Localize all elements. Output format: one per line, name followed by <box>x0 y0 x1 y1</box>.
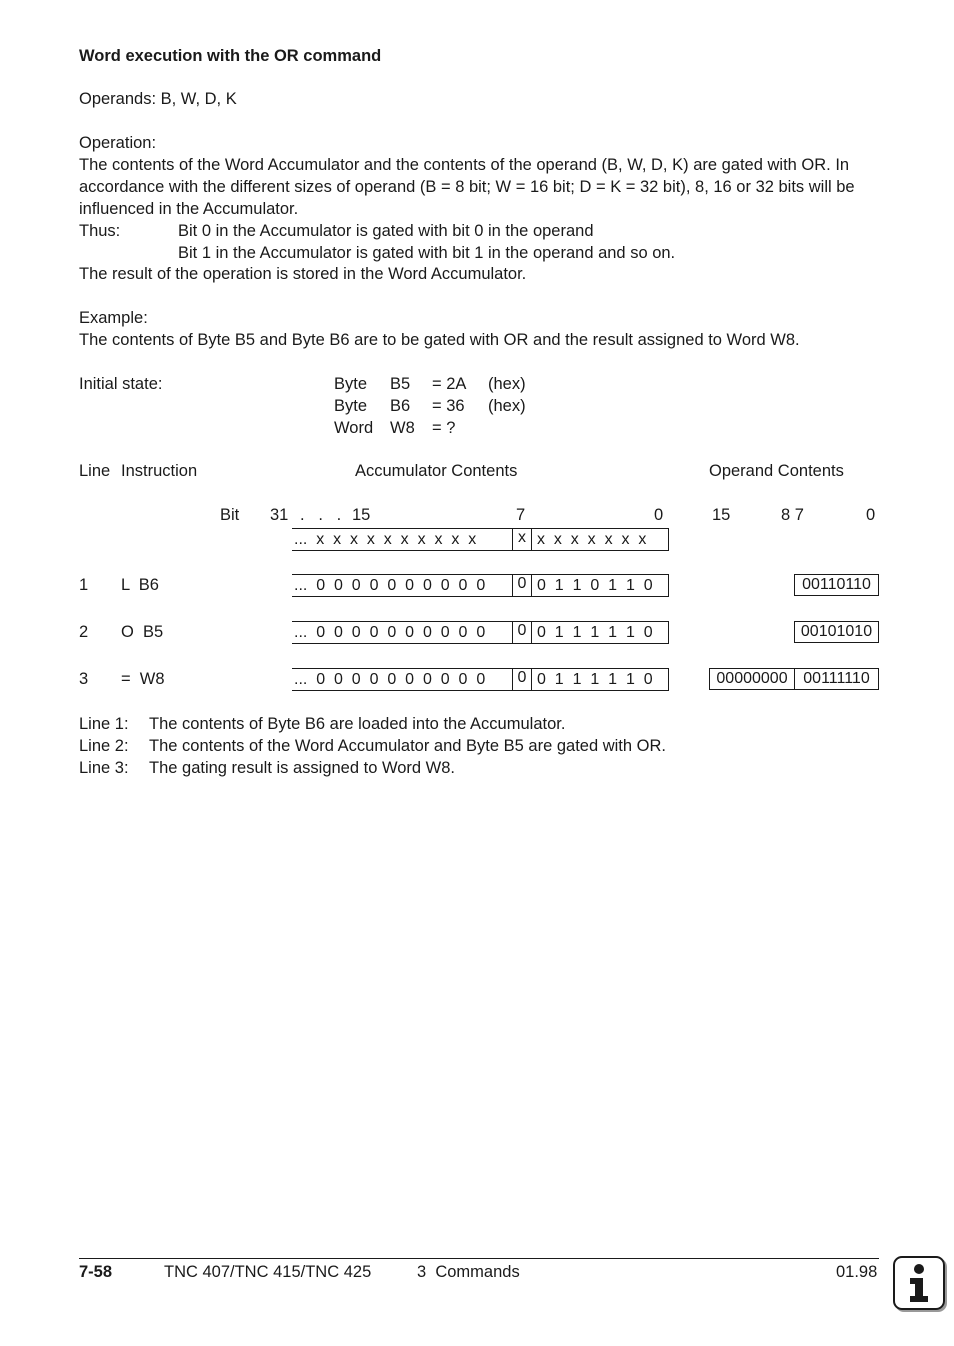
state-value: = 36 <box>432 397 465 415</box>
bit-0: 0 <box>654 506 664 524</box>
acc-low-bits: 0 1 1 1 1 1 0 <box>537 624 653 641</box>
operation-label: Operation: <box>79 134 157 152</box>
footer-date: 01.98 <box>836 1263 878 1281</box>
bit-15: 15 <box>352 506 371 524</box>
bit-7: 7 <box>516 506 526 524</box>
result-text: The result of the operation is stored in the Word Accumulator. <box>79 265 527 283</box>
row-instruction: O B5 <box>121 623 164 641</box>
row-line-number: 3 <box>79 670 89 688</box>
state-name: W8 <box>390 419 415 437</box>
template-right-edge <box>668 528 669 550</box>
state-value: = ? <box>432 419 456 437</box>
acc-right-edge <box>668 574 669 596</box>
footer-model: TNC 407/TNC 415/TNC 425 <box>164 1263 372 1281</box>
state-unit: (hex) <box>488 397 526 415</box>
example-text: The contents of Byte B5 and Byte B6 are to be gated with OR and the result assigned to Word W8. <box>79 331 800 349</box>
state-type: Byte <box>334 397 368 415</box>
note-text: The gating result is assigned to Word W8. <box>149 759 456 777</box>
acc-bit-7-cell: 0 <box>512 621 532 643</box>
note-text: The contents of the Word Accumulator and Byte B5 are gated with OR. <box>149 737 666 755</box>
header-instruction: Instruction <box>121 462 198 480</box>
row-instruction: = W8 <box>121 670 165 688</box>
thus-line-1: Bit 0 in the Accumulator is gated with bit 0 in the operand <box>178 222 594 240</box>
acc-bit-7-cell: 0 <box>512 574 532 596</box>
footer-chapter: 3 Commands <box>417 1263 520 1281</box>
info-icon <box>893 1256 945 1310</box>
thus-line-2: Bit 1 in the Accumulator is gated with bit 1 in the operand and so on. <box>178 244 676 262</box>
thus-label: Thus: <box>79 222 121 240</box>
template-bit-7-cell: x <box>512 528 532 550</box>
operand-bit-0: 0 <box>866 506 876 524</box>
header-accumulator: Accumulator Contents <box>355 462 518 480</box>
note-label: Line 3: <box>79 759 129 777</box>
row-line-number: 2 <box>79 623 89 641</box>
acc-bit-7-cell: 0 <box>512 668 532 690</box>
template-low-bits: x x x x x x x <box>537 531 647 548</box>
operand-bit-8-7: 8 7 <box>781 506 804 524</box>
state-type: Word <box>334 419 374 437</box>
operand-high-byte: 00000000 <box>709 668 795 690</box>
state-unit: (hex) <box>488 375 526 393</box>
acc-high-bits: ... 0 0 0 0 0 0 0 0 0 0 <box>294 577 486 594</box>
header-line: Line <box>79 462 111 480</box>
row-line-number: 1 <box>79 576 89 594</box>
bit-label: Bit <box>220 506 240 524</box>
acc-high-bits: ... 0 0 0 0 0 0 0 0 0 0 <box>294 671 486 688</box>
operand-bit-15: 15 <box>712 506 731 524</box>
operands-line: Operands: B, W, D, K <box>79 90 237 108</box>
footer-rule <box>79 1258 879 1259</box>
bit-dots: . . . <box>300 506 342 524</box>
template-high-bits: ... x x x x x x x x x x <box>294 531 477 548</box>
example-label: Example: <box>79 309 148 327</box>
operation-text: The contents of the Word Accumulator and the contents of the operand (B, W, D, K) are gated with OR. In accordance with the different sizes of operand (B = 8 bit; W = 16 bit; D = K = 32 bit), 8, 16 or 32 bits will be influenced in the Accumulator. <box>79 156 855 218</box>
acc-right-edge <box>668 668 669 690</box>
footer-page-number: 7-58 <box>79 1263 113 1281</box>
state-name: B6 <box>390 397 411 415</box>
state-type: Byte <box>334 375 368 393</box>
note-label: Line 1: <box>79 715 129 733</box>
operand-low-byte: 00110110 <box>794 574 879 596</box>
note-label: Line 2: <box>79 737 129 755</box>
initial-state-label: Initial state: <box>79 375 163 393</box>
operand-low-byte: 00111110 <box>794 668 879 690</box>
note-text: The contents of Byte B6 are loaded into the Accumulator. <box>149 715 566 733</box>
state-value: = 2A <box>432 375 467 393</box>
acc-low-bits: 0 1 1 1 1 1 0 <box>537 671 653 688</box>
header-operand: Operand Contents <box>709 462 844 480</box>
bit-31: 31 <box>270 506 289 524</box>
acc-low-bits: 0 1 1 0 1 1 0 <box>537 577 653 594</box>
acc-high-bits: ... 0 0 0 0 0 0 0 0 0 0 <box>294 624 486 641</box>
operand-low-byte: 00101010 <box>794 621 879 643</box>
state-name: B5 <box>390 375 411 393</box>
row-instruction: L B6 <box>121 576 159 594</box>
acc-right-edge <box>668 621 669 643</box>
page-heading: Word execution with the OR command <box>79 47 382 65</box>
